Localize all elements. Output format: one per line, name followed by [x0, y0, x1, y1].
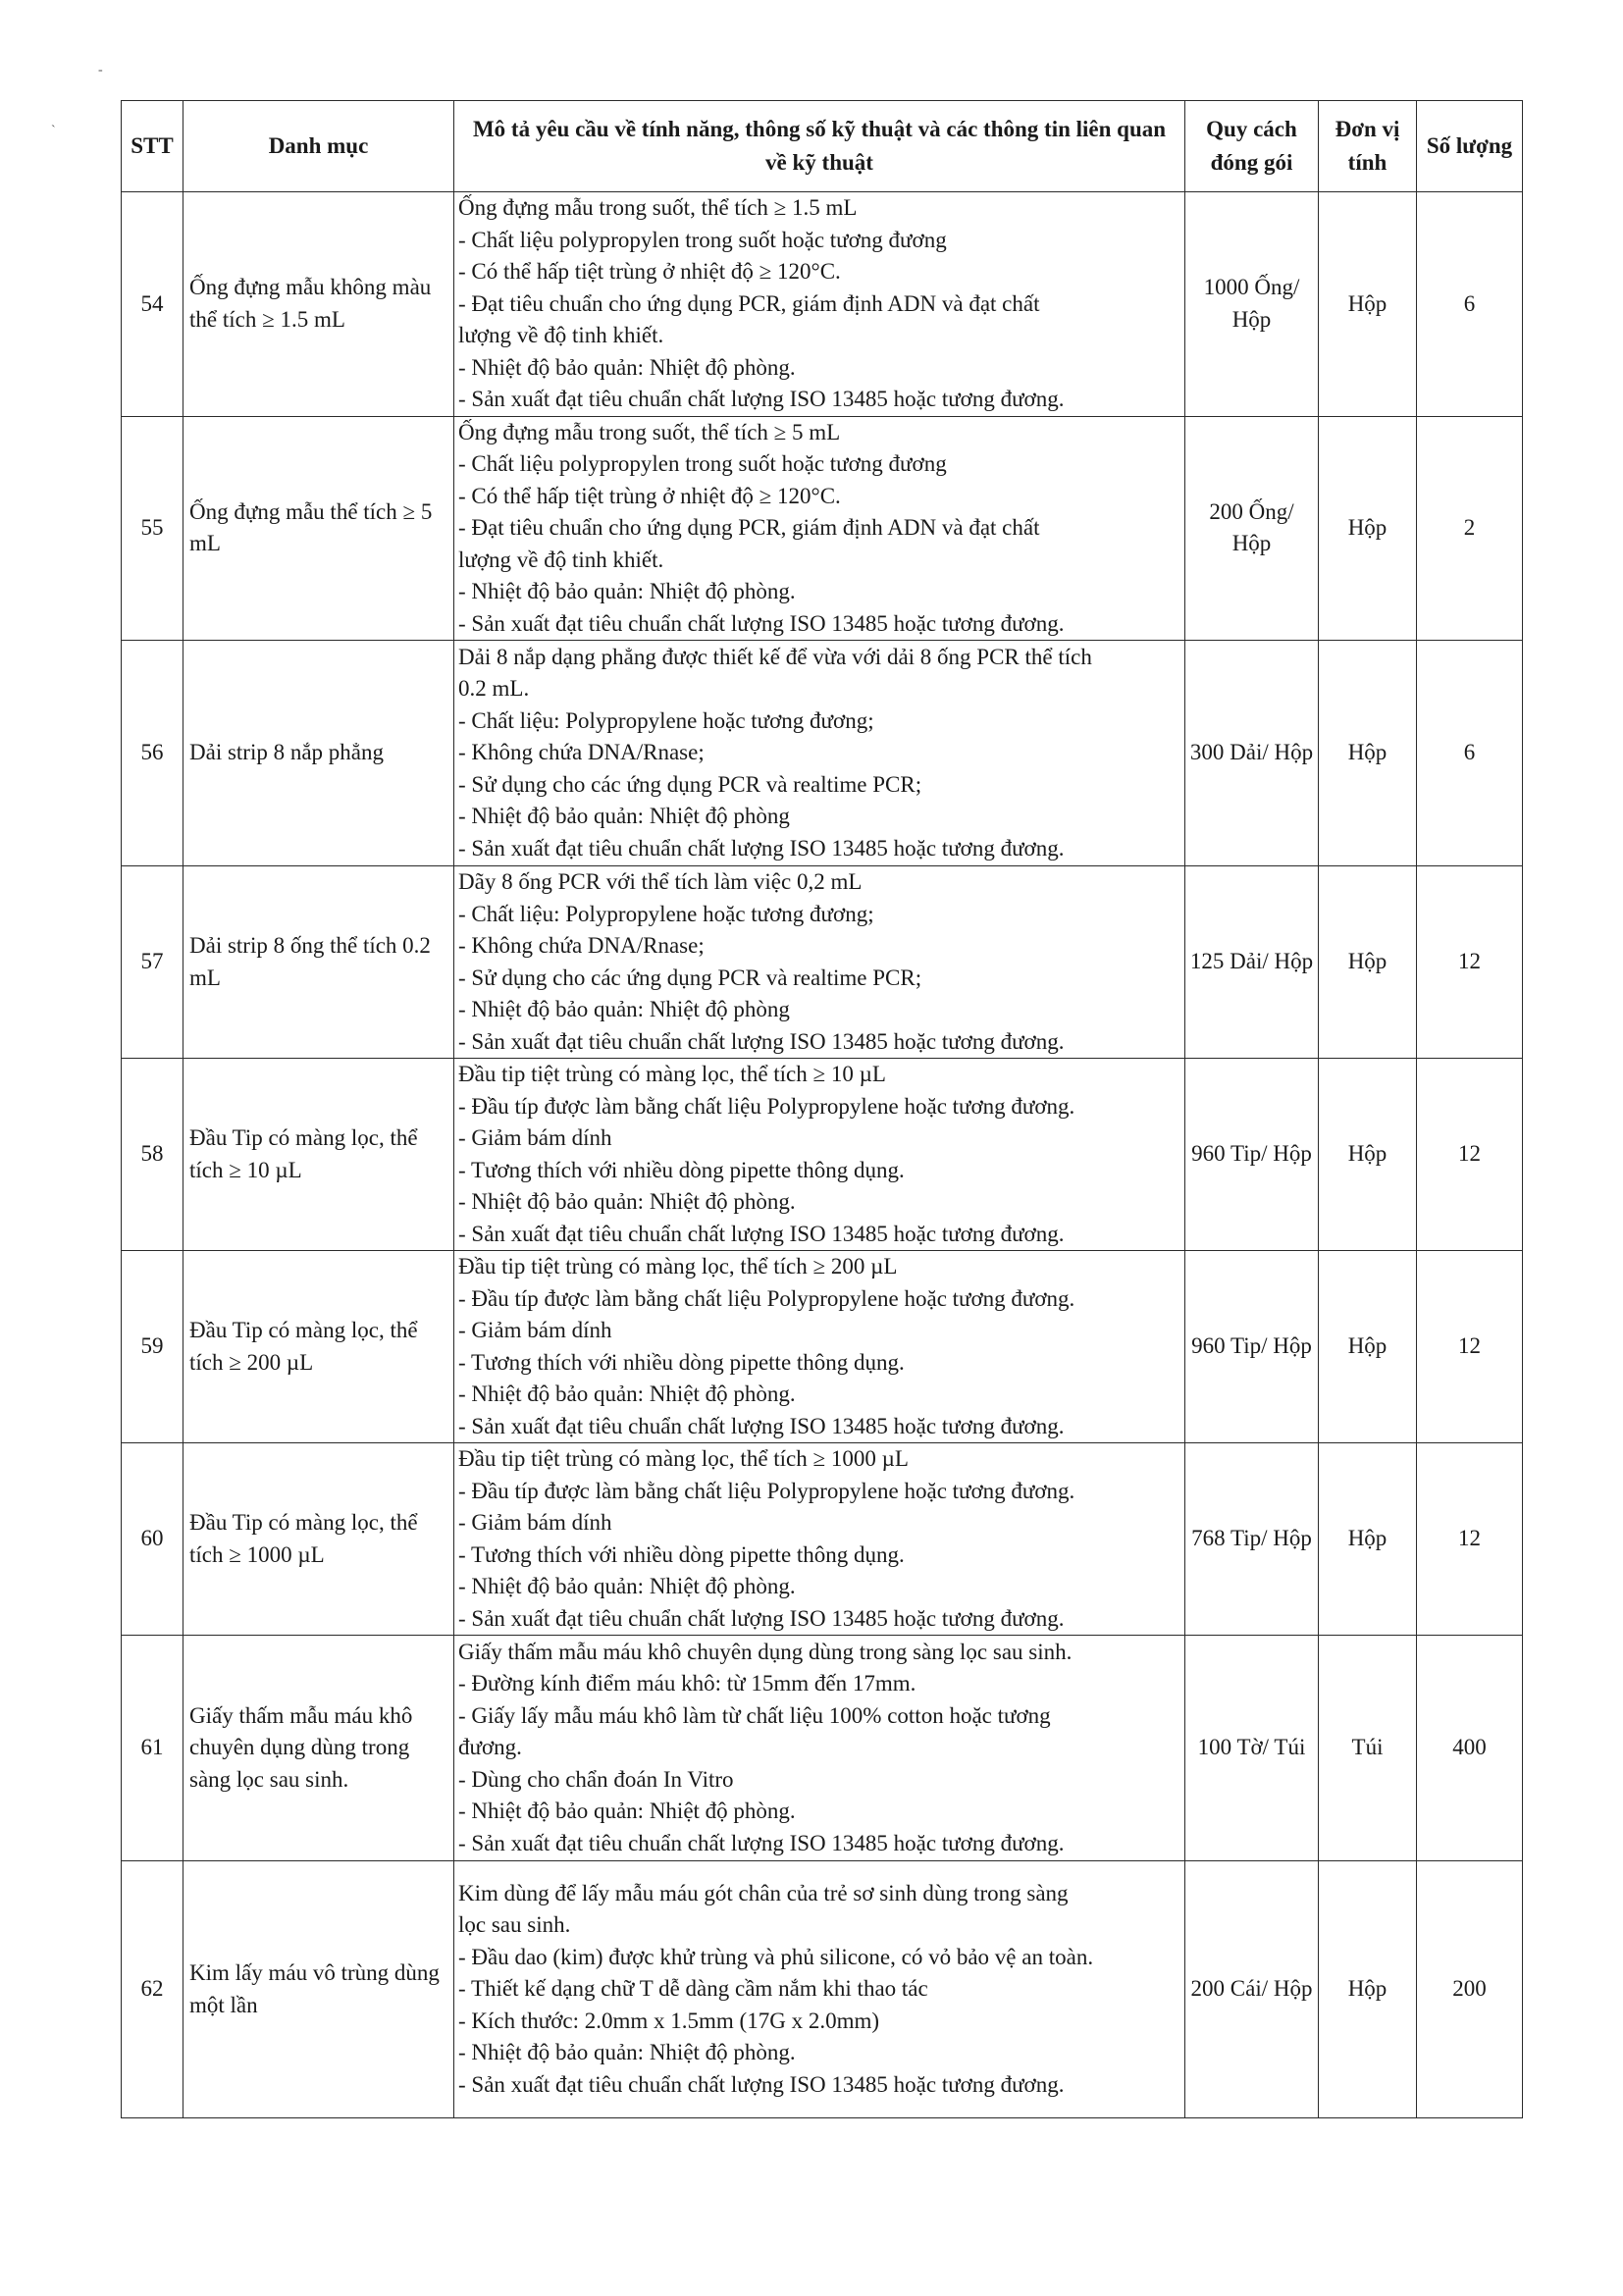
table-row: [122, 1251, 1523, 1443]
table-row: [122, 1861, 1523, 2118]
table-row: [122, 192, 1523, 417]
description-line: - Không chứa DNA/Rnase;: [458, 740, 705, 765]
row-stt: 62: [122, 1861, 183, 2118]
header-description: Mô tả yêu cầu về tính năng, thông số kỹ thuật và các thông tin liên quan về kỹ thuật: [454, 101, 1185, 192]
table-row: [122, 641, 1523, 866]
description-line: 0.2 mL.: [458, 676, 530, 702]
table-row: [122, 1059, 1523, 1251]
row-description: [454, 192, 1185, 417]
description-line: - Sử dụng cho các ứng dụng PCR và realtime PCR;: [458, 771, 922, 797]
scan-mark: -: [98, 63, 103, 78]
description-line: - Sản xuất đạt tiêu chuẩn chất lượng ISO 13485 hoặc tương đương.: [458, 1413, 1065, 1438]
table-row: [122, 1443, 1523, 1636]
table-row: [122, 1636, 1523, 1861]
row-description: [454, 641, 1185, 866]
row-stt: 59: [122, 1251, 183, 1443]
row-description: [454, 866, 1185, 1059]
row-description: [454, 1059, 1185, 1251]
description-line: Đầu tip tiệt trùng có màng lọc, thể tích ≥ 1000 µL: [458, 1446, 909, 1471]
description-line: - Đạt tiêu chuẩn cho ứng dụng PCR, giám định ADN và đạt chất: [458, 290, 1040, 316]
row-packaging: 960 Tip/ Hộp: [1185, 1059, 1319, 1251]
description-line: - Nhiệt độ bảo quản: Nhiệt độ phòng.: [458, 1189, 796, 1214]
header-unit: Đơn vị tính: [1319, 101, 1417, 192]
header-category: Danh mục: [183, 101, 454, 192]
row-packaging: 100 Tờ/ Túi: [1185, 1636, 1319, 1861]
row-quantity: 2: [1417, 416, 1523, 641]
row-category: Kim lấy máu vô trùng dùng một lần: [183, 1861, 454, 2118]
row-category: Đầu Tip có màng lọc, thể tích ≥ 10 µL: [183, 1059, 454, 1251]
header-stt: STT: [122, 101, 183, 192]
row-packaging: 200 Cái/ Hộp: [1185, 1861, 1319, 2118]
description-line: - Sản xuất đạt tiêu chuẩn chất lượng ISO 13485 hoặc tương đương.: [458, 387, 1065, 411]
row-unit: Hộp: [1319, 641, 1417, 866]
description-line: - Thiết kế dạng chữ T dễ dàng cầm nắm khi thao tác: [458, 1976, 928, 2002]
description-line: - Nhiệt độ bảo quản: Nhiệt độ phòng.: [458, 579, 796, 603]
description-line: - Giảm bám dính: [458, 1318, 612, 1342]
description-line: Dải 8 nắp dạng phẳng được thiết kế để vừa với dải 8 ống PCR thể tích: [458, 644, 1092, 669]
description-line: - Nhiệt độ bảo quản: Nhiệt độ phòng.: [458, 1382, 796, 1406]
description-line: - Chất liệu polypropylen trong suốt hoặc tương đương: [458, 451, 947, 476]
row-quantity: 200: [1417, 1861, 1523, 2118]
row-stt: 54: [122, 192, 183, 417]
row-category: Đầu Tip có màng lọc, thể tích ≥ 200 µL: [183, 1251, 454, 1443]
description-line: - Chất liệu: Polypropylene hoặc tương đương;: [458, 707, 874, 733]
row-unit: Hộp: [1319, 416, 1417, 641]
description-line: Dãy 8 ống PCR với thể tích làm việc 0,2 mL: [458, 869, 863, 894]
description-line: - Sản xuất đạt tiêu chuẩn chất lượng ISO 13485 hoặc tương đương.: [458, 1028, 1065, 1054]
description-line: - Đầu dao (kim) được khử trùng và phủ silicone, có vỏ bảo vệ an toàn.: [458, 1944, 1094, 1969]
row-category: Dải strip 8 nắp phẳng: [183, 641, 454, 866]
table-row: [122, 866, 1523, 1059]
description-line: - Nhiệt độ bảo quản: Nhiệt độ phòng.: [458, 1799, 796, 1824]
row-category: Giấy thấm mẫu máu khô chuyên dụng dùng trong sàng lọc sau sinh.: [183, 1636, 454, 1861]
description-line: đương.: [458, 1735, 522, 1760]
description-line: - Đường kính điểm máu khô: từ 15mm đến 17mm.: [458, 1671, 916, 1696]
row-quantity: 12: [1417, 1251, 1523, 1443]
description-line: - Có thể hấp tiệt trùng ở nhiệt độ ≥ 120°C.: [458, 483, 841, 508]
description-line: - Sản xuất đạt tiêu chuẩn chất lượng ISO 13485 hoặc tương đương.: [458, 1830, 1065, 1855]
description-line: - Sản xuất đạt tiêu chuẩn chất lượng ISO 13485 hoặc tương đương.: [458, 610, 1065, 636]
header-packaging: Quy cách đóng gói: [1185, 101, 1319, 192]
row-description: [454, 416, 1185, 641]
description-line: - Sản xuất đạt tiêu chuẩn chất lượng ISO 13485 hoặc tương đương.: [458, 2071, 1065, 2097]
row-description: [454, 1443, 1185, 1636]
scan-mark: `: [51, 124, 56, 138]
description-line: - Tương thích với nhiều dòng pipette thông dụng.: [458, 1541, 905, 1567]
description-line: Kim dùng để lấy mẫu máu gót chân của trẻ sơ sinh dùng trong sàng: [458, 1880, 1069, 1905]
description-line: Đầu tip tiệt trùng có màng lọc, thể tích ≥ 10 µL: [458, 1062, 886, 1086]
description-line: - Chất liệu polypropylen trong suốt hoặc tương đương: [458, 227, 947, 252]
row-quantity: 12: [1417, 1443, 1523, 1636]
description-line: - Nhiệt độ bảo quản: Nhiệt độ phòng.: [458, 1574, 796, 1598]
row-packaging: 300 Dải/ Hộp: [1185, 641, 1319, 866]
row-quantity: 12: [1417, 1059, 1523, 1251]
description-line: - Nhiệt độ bảo quản: Nhiệt độ phòng.: [458, 2040, 796, 2065]
row-unit: Hộp: [1319, 1443, 1417, 1636]
row-quantity: 400: [1417, 1636, 1523, 1861]
row-unit: Hộp: [1319, 1251, 1417, 1443]
description-line: - Đầu típ được làm bằng chất liệu Polypropylene hoặc tương đương.: [458, 1285, 1075, 1311]
row-description: [454, 1636, 1185, 1861]
row-unit: Hộp: [1319, 1861, 1417, 2118]
row-packaging: 1000 Ống/ Hộp: [1185, 192, 1319, 417]
description-line: - Không chứa DNA/Rnase;: [458, 933, 705, 958]
row-packaging: 960 Tip/ Hộp: [1185, 1251, 1319, 1443]
description-line: - Chất liệu: Polypropylene hoặc tương đương;: [458, 901, 874, 926]
description-line: - Đầu típ được làm bằng chất liệu Polypropylene hoặc tương đương.: [458, 1478, 1075, 1503]
description-line: - Dùng cho chẩn đoán In Vitro: [458, 1766, 734, 1792]
row-unit: Hộp: [1319, 866, 1417, 1059]
row-category: Ống đựng mẫu không màu thể tích ≥ 1.5 mL: [183, 192, 454, 417]
row-stt: 60: [122, 1443, 183, 1636]
description-line: - Đầu típ được làm bằng chất liệu Polypropylene hoặc tương đương.: [458, 1093, 1075, 1119]
row-unit: Hộp: [1319, 192, 1417, 417]
header-quantity: Số lượng: [1417, 101, 1523, 192]
description-line: Ống đựng mẫu trong suốt, thể tích ≥ 5 mL: [458, 419, 841, 444]
row-quantity: 6: [1417, 192, 1523, 417]
row-unit: Hộp: [1319, 1059, 1417, 1251]
description-line: - Sản xuất đạt tiêu chuẩn chất lượng ISO 13485 hoặc tương đương.: [458, 835, 1065, 861]
description-line: - Giảm bám dính: [458, 1125, 612, 1150]
description-line: - Sử dụng cho các ứng dụng PCR và realtime PCR;: [458, 965, 922, 990]
row-quantity: 6: [1417, 641, 1523, 866]
description-line: lượng về độ tinh khiết.: [458, 323, 664, 347]
description-line: Ống đựng mẫu trong suốt, thể tích ≥ 1.5 mL: [458, 195, 858, 220]
description-line: lọc sau sinh.: [458, 1912, 571, 1938]
description-line: Giấy thấm mẫu máu khô chuyên dụng dùng trong sàng lọc sau sinh.: [458, 1639, 1073, 1664]
description-line: - Tương thích với nhiều dòng pipette thông dụng.: [458, 1349, 905, 1375]
row-stt: 55: [122, 416, 183, 641]
row-stt: 58: [122, 1059, 183, 1251]
description-line: lượng về độ tinh khiết.: [458, 547, 664, 572]
specification-table: [121, 100, 1523, 2118]
row-stt: 57: [122, 866, 183, 1059]
row-category: Ống đựng mẫu thể tích ≥ 5 mL: [183, 416, 454, 641]
row-quantity: 12: [1417, 866, 1523, 1059]
row-unit: Túi: [1319, 1636, 1417, 1861]
table-row: [122, 416, 1523, 641]
row-stt: 61: [122, 1636, 183, 1861]
row-category: Đầu Tip có màng lọc, thể tích ≥ 1000 µL: [183, 1443, 454, 1636]
description-line: - Nhiệt độ bảo quản: Nhiệt độ phòng: [458, 997, 790, 1021]
description-line: - Tương thích với nhiều dòng pipette thông dụng.: [458, 1157, 905, 1182]
row-packaging: 768 Tip/ Hộp: [1185, 1443, 1319, 1636]
description-line: - Kích thước: 2.0mm x 1.5mm (17G x 2.0mm): [458, 2008, 880, 2033]
row-description: [454, 1251, 1185, 1443]
table-header-row: [122, 101, 1523, 192]
description-line: - Sản xuất đạt tiêu chuẩn chất lượng ISO 13485 hoặc tương đương.: [458, 1605, 1065, 1631]
row-description: [454, 1861, 1185, 2118]
description-line: - Sản xuất đạt tiêu chuẩn chất lượng ISO 13485 hoặc tương đương.: [458, 1221, 1065, 1246]
description-line: Đầu tip tiệt trùng có màng lọc, thể tích ≥ 200 µL: [458, 1254, 898, 1278]
description-line: - Đạt tiêu chuẩn cho ứng dụng PCR, giám định ADN và đạt chất: [458, 515, 1040, 540]
row-stt: 56: [122, 641, 183, 866]
description-line: - Nhiệt độ bảo quản: Nhiệt độ phòng.: [458, 354, 796, 380]
description-line: - Nhiệt độ bảo quản: Nhiệt độ phòng: [458, 804, 790, 829]
description-line: - Có thể hấp tiệt trùng ở nhiệt độ ≥ 120°C.: [458, 259, 841, 284]
description-line: - Giảm bám dính: [458, 1510, 612, 1535]
row-category: Dải strip 8 ống thể tích 0.2 mL: [183, 866, 454, 1059]
row-packaging: 200 Ống/ Hộp: [1185, 416, 1319, 641]
row-packaging: 125 Dải/ Hộp: [1185, 866, 1319, 1059]
description-line: - Giấy lấy mẫu máu khô làm từ chất liệu 100% cotton hoặc tương: [458, 1702, 1051, 1728]
